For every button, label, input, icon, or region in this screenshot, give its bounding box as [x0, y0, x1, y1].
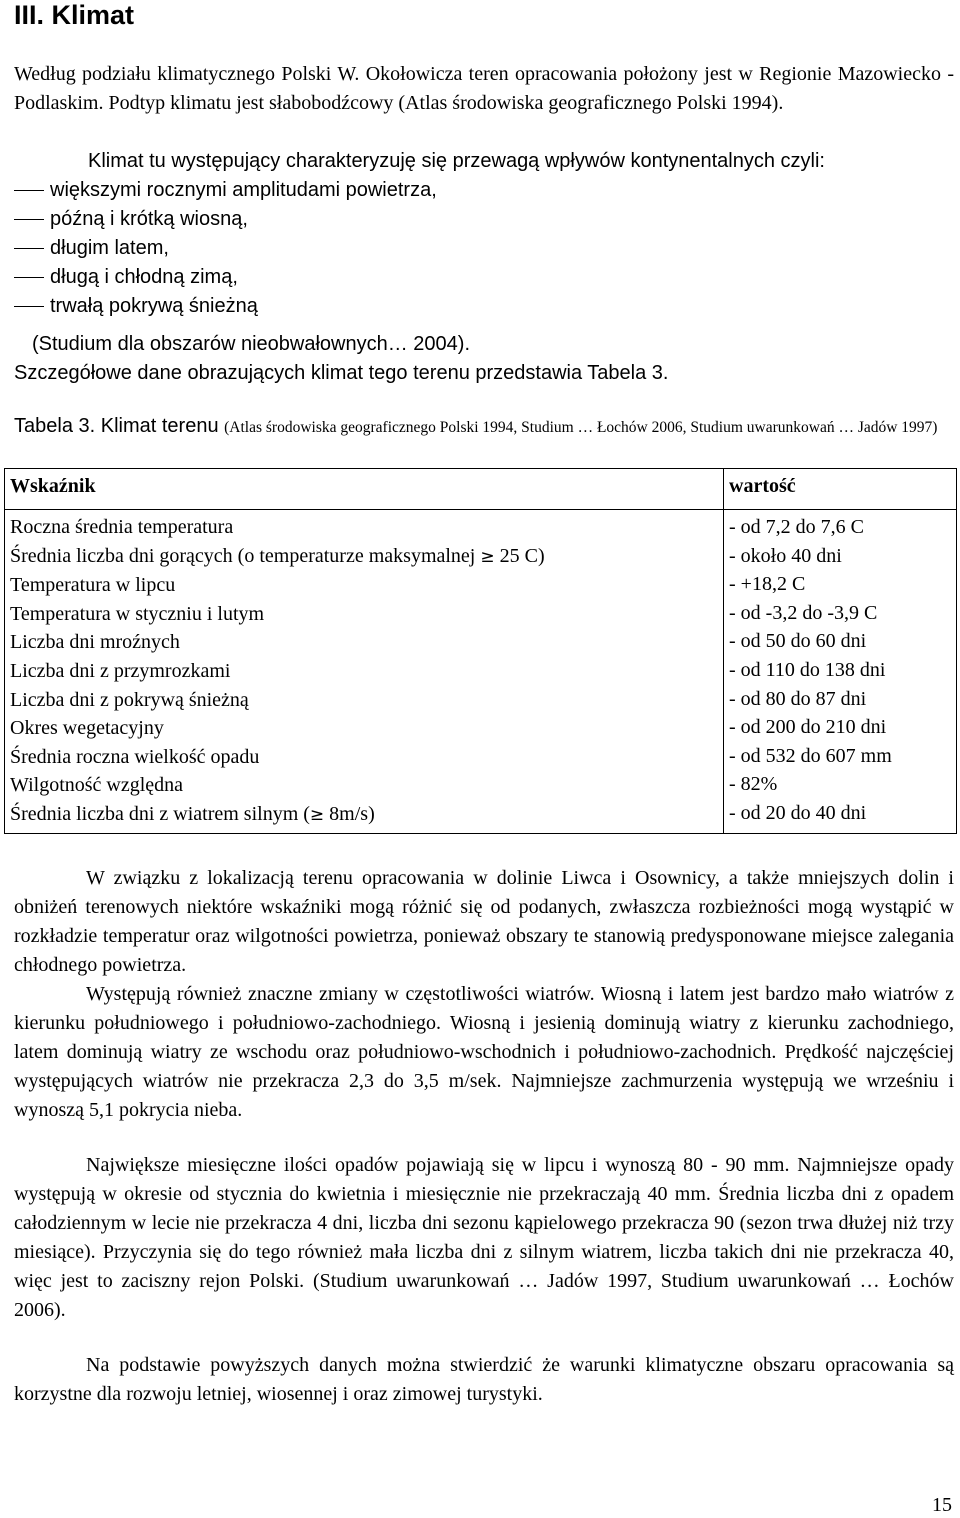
- dash-icon: [14, 190, 44, 191]
- indicator-cell-text: Średnia liczba dni z wiatrem silnym (: [10, 802, 310, 825]
- value-cell: - od 532 do 607 mm: [729, 744, 892, 767]
- body-paragraph: [14, 1351, 954, 1409]
- table-header-row: [5, 469, 957, 510]
- climate-feature-item: [14, 205, 248, 234]
- indicator-cell: Okres wegetacyjny: [10, 717, 164, 740]
- greater-equal-icon: ≥: [309, 804, 325, 825]
- climate-feature-label: długą i chłodną zimą,: [50, 266, 238, 288]
- dash-icon: [14, 306, 44, 307]
- value-cell: - od 50 do 60 dni: [729, 630, 867, 653]
- section-title: III. Klimat: [14, 0, 135, 30]
- indicator-cell: Temperatura w lipcu: [10, 574, 176, 597]
- value-cell: - od 200 do 210 dni: [729, 716, 887, 739]
- body-paragraph-text: W związku z lokalizacją terenu opracowania w dolinie Liwca i Osownicy, a także mniejszych dolin i obniżeń terenowych niektóre wskaźniki mogą różnić się od podanych, zwłaszcza rozbieżności mogą wystąpić w rozkładzie temperatur oraz wilgotności powietrza, ponieważ obszary te stanowią predysponowane miejsce zalegania chłodnego powietrza.: [14, 867, 954, 976]
- indicator-cell: Liczba dni mroźnych: [10, 631, 180, 654]
- body-paragraph-text: Występują również znaczne zmiany w częstotliwości wiatrów. Wiosną i latem jest bardzo mało wiatrów z kierunku południowego i południowo-zachodniego. Wiosną i jesienią dominują wiatry z kierunku zachodniego, latem dominują wiatry ze wschodu oraz południowo-wschodnich i południowo-zachodnich. Prędkość najczęściej występujących wiatrów nie przekracza 2,3 do 3,5 m/sek. Najmniejsze zachmurzenia występują we wrześniu i wynoszą 5,1 pokrycia nieba.: [14, 983, 954, 1121]
- climate-intro-line: Klimat tu występujący charakteryzuję się przewagą wpływów kontynentalnych czyli:: [88, 150, 825, 172]
- climate-feature-item: [14, 234, 169, 263]
- page-number: 15: [932, 1494, 952, 1516]
- dash-icon: [14, 219, 44, 220]
- value-cell: - 82%: [729, 773, 778, 796]
- indicator-cell: [10, 800, 718, 830]
- dash-icon: [14, 277, 44, 278]
- indicator-cell: Roczna średnia temperatura: [10, 516, 234, 538]
- indicator-cell-text: Średnia liczba dni gorących (o temperaturze maksymalnej: [10, 544, 476, 567]
- table-body-row: [5, 510, 957, 834]
- intro-paragraph: Według podziału klimatycznego Polski W. Okołowicza teren opracowania położony jest w Regionie Mazowiecko - Podlaskim. Podtyp klimatu jest słabobodźcowy (Atlas środowiska geograficznego Polski 1994).: [14, 63, 954, 114]
- body-paragraph-text: Największe miesięczne ilości opadów pojawiają się w lipcu i wynoszą 80 - 90 mm. Najmniejsze opady występują w okresie od stycznia do kwietnia i miesięcznie nie przekraczają 40 mm. Średnia liczba dni z opadem całodziennym w lecie nie przekracza 4 dni, liczba dni sezonu kąpielowego przekracza 90 (sezon trwa dłużej niż trzy miesiące). Przyczynia się do tego również mała liczba dni z silnym wiatrem, liczba takich dni nie przekracza 40, więc jest to zaciszny rejon Polski. (Studium uwarunkowań … Jadów 1997, Studium uwarunkowań … Łochów 2006).: [14, 1154, 954, 1321]
- value-cell: - od -3,2 do -3,9 C: [729, 601, 878, 624]
- indicator-cell: Liczba dni z przymrozkami: [10, 659, 231, 682]
- table-reference-line: Szczegółowe dane obrazujących klimat tego terenu przedstawia Tabela 3.: [14, 362, 669, 384]
- indicator-cell-suffix: 25 C): [499, 544, 545, 567]
- climate-feature-label: trwałą pokrywą śnieżną: [50, 295, 258, 317]
- indicator-cell-suffix: 8m/s): [329, 802, 375, 825]
- body-paragraph: [14, 864, 954, 980]
- value-column: [724, 510, 957, 834]
- climate-feature-label: późną i krótką wiosną,: [50, 208, 248, 230]
- greater-equal-icon: ≥: [480, 546, 495, 567]
- indicator-column: [5, 510, 724, 834]
- table-caption: [14, 413, 959, 441]
- indicator-cell: Liczba dni z pokrywą śnieżną: [10, 688, 249, 711]
- climate-feature-label: długim latem,: [50, 237, 169, 259]
- climate-feature-item: [14, 263, 238, 292]
- column-header-value: wartość: [724, 469, 957, 510]
- indicator-cell: [10, 542, 718, 572]
- table-caption-source: (Atlas środowiska geograficznego Polski 1994, Studium … Łochów 2006, Studium uwarunkowań … Jadów 1997): [224, 419, 938, 436]
- value-cell: - od 20 do 40 dni: [729, 801, 867, 824]
- column-header-indicator: Wskaźnik: [5, 469, 724, 510]
- climate-feature-label: większymi rocznymi amplitudami powietrza,: [50, 179, 437, 201]
- value-cell: - od 110 do 138 dni: [729, 658, 886, 681]
- climate-table: [4, 468, 957, 834]
- body-paragraph: [14, 980, 954, 1125]
- features-source: (Studium dla obszarów nieobwałownych… 2004).: [32, 333, 471, 355]
- table-caption-label: Tabela 3. Klimat terenu: [14, 415, 219, 437]
- indicator-cell: Wilgotność względna: [10, 774, 184, 797]
- value-cell: - około 40 dni: [729, 544, 842, 567]
- indicator-cell: Średnia roczna wielkość opadu: [10, 745, 260, 768]
- indicator-cell: Temperatura w styczniu i lutym: [10, 602, 265, 625]
- value-cell: - +18,2 C: [729, 573, 806, 596]
- value-cell: - od 80 do 87 dni: [729, 687, 867, 710]
- climate-feature-item: [14, 292, 258, 321]
- climate-feature-item: [14, 176, 437, 205]
- body-paragraph: [14, 1151, 954, 1325]
- body-paragraph-text: Na podstawie powyższych danych można stwierdzić że warunki klimatyczne obszaru opracowania są korzystne dla rozwoju letniej, wiosennej i oraz zimowej turystyki.: [14, 1354, 954, 1405]
- value-cell: - od 7,2 do 7,6 C: [729, 516, 864, 538]
- dash-icon: [14, 248, 44, 249]
